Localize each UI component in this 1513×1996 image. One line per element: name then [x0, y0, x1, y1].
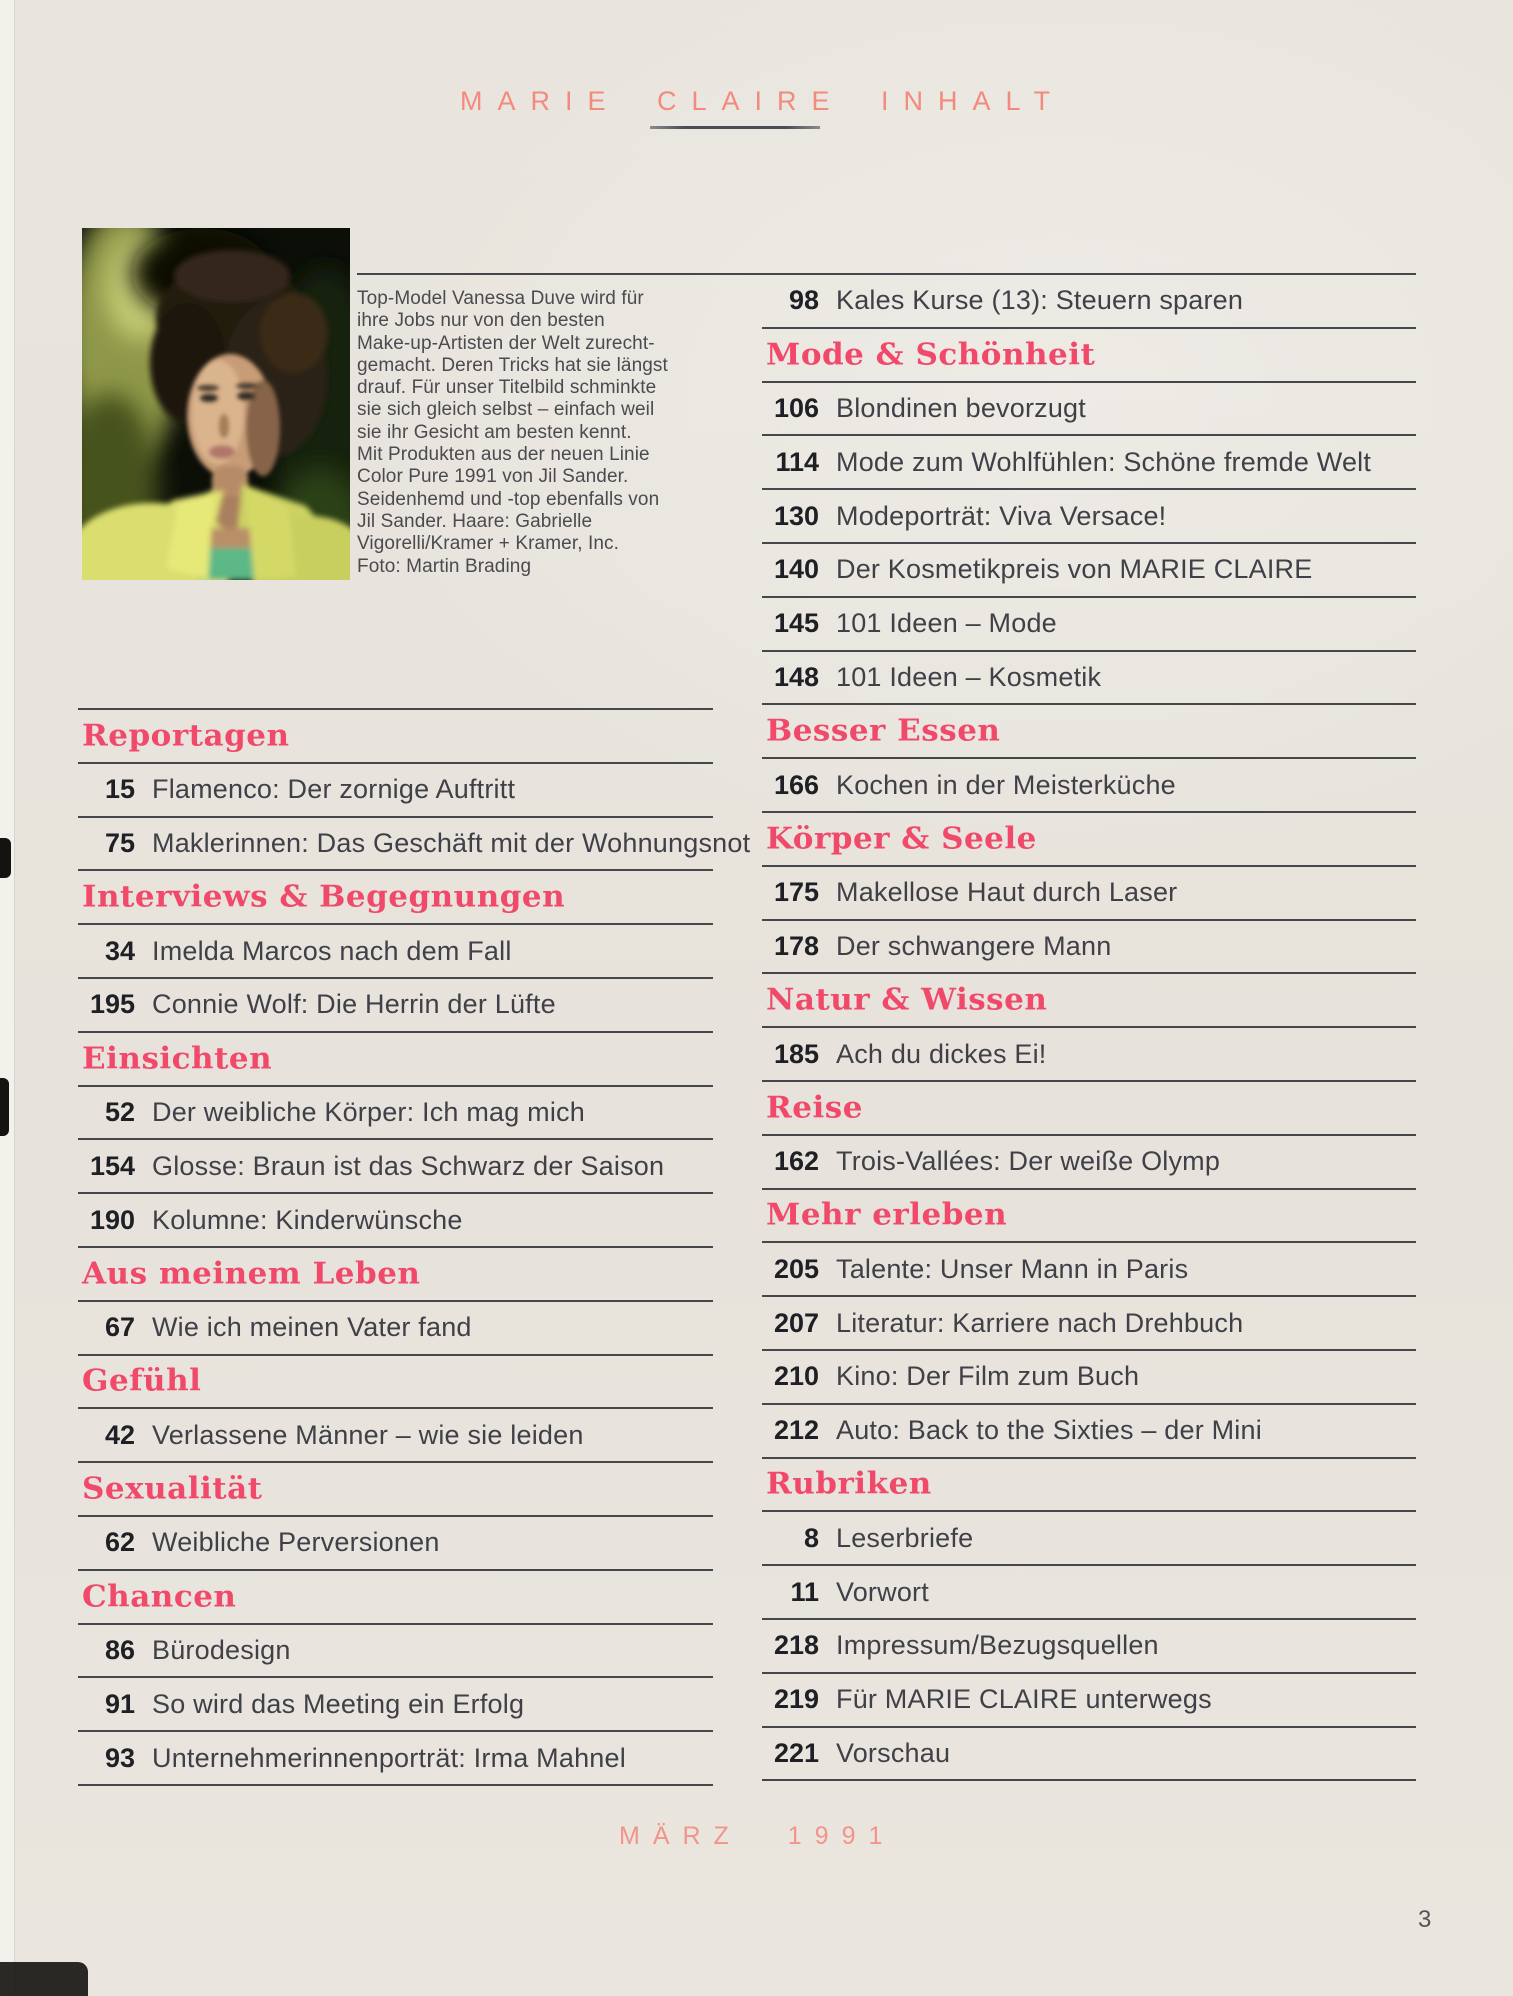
toc-section-header	[762, 1080, 1416, 1134]
toc-page-number: 207	[773, 1307, 819, 1338]
cover-caption-line: sie sich gleich selbst – einfach weil	[357, 399, 655, 421]
toc-section-label: Aus meinem Leben	[82, 1256, 421, 1292]
toc-section-header	[78, 708, 713, 762]
toc-page-number: 175	[773, 877, 819, 908]
toc-entry-label: Imelda Marcos nach dem Fall	[152, 935, 512, 966]
toc-entry-label: Der Kosmetikpreis von MARIE CLAIRE	[836, 554, 1313, 585]
toc-entry	[78, 762, 713, 816]
toc-entry	[78, 1730, 713, 1784]
scan-artifact	[0, 1962, 88, 1996]
toc-entry-label: Vorwort	[836, 1576, 929, 1607]
toc-entry-label: Mode zum Wohlfühlen: Schöne fremde Welt	[836, 446, 1372, 477]
toc-entry	[78, 1407, 713, 1461]
toc-page-number: 114	[775, 446, 819, 477]
toc-entry	[78, 1085, 713, 1139]
cover-caption-line: Vigorelli/Kramer + Kramer, Inc.	[357, 533, 619, 555]
toc-entry-label: 101 Ideen – Mode	[836, 608, 1057, 639]
toc-entry	[78, 816, 751, 870]
toc-page-number: 34	[104, 935, 135, 966]
cover-caption	[357, 288, 697, 578]
toc-entry-label: Literatur: Karriere nach Drehbuch	[836, 1307, 1244, 1338]
toc-page-number: 218	[773, 1630, 819, 1661]
toc-entry-label: Leserbriefe	[836, 1522, 974, 1553]
toc-page-number: 98	[788, 285, 819, 316]
cover-caption-line: Seidenhemd und -top ebenfalls von	[357, 488, 660, 510]
toc-entry	[762, 1726, 1416, 1780]
toc-entry	[762, 650, 1416, 704]
toc-entry-label: Weibliche Perversionen	[152, 1527, 440, 1558]
toc-entry	[762, 919, 1416, 973]
toc-section-label: Körper & Seele	[766, 821, 1037, 857]
toc-entry	[78, 923, 713, 977]
toc-entry	[762, 1403, 1416, 1457]
cover-caption-line: Foto: Martin Brading	[357, 555, 532, 577]
page-number: 3	[1418, 1906, 1432, 1933]
toc-entry	[762, 1295, 1416, 1349]
cover-photo	[82, 228, 350, 580]
scan-artifact	[0, 838, 11, 878]
toc-entry-label: Wie ich meinen Vater fand	[152, 1312, 472, 1343]
toc-page-number: 166	[773, 769, 819, 800]
toc-entry-label: Vorschau	[836, 1737, 951, 1768]
toc-page-number: 219	[773, 1684, 819, 1715]
toc-entry-label: Bürodesign	[152, 1634, 291, 1665]
toc-page-number: 212	[773, 1415, 819, 1446]
toc-section-label: Besser Essen	[766, 713, 1001, 749]
toc-entry	[762, 381, 1416, 435]
toc-section-header	[762, 1188, 1416, 1242]
cover-caption-line: Color Pure 1991 von Jil Sander.	[357, 466, 629, 488]
page-title: MARIE CLAIRE INHALT	[460, 86, 1066, 116]
toc-entry-label: Kino: Der Film zum Buch	[836, 1361, 1140, 1392]
toc-entry	[762, 1241, 1416, 1295]
toc-entry	[78, 1138, 713, 1192]
toc-entry-label: So wird das Meeting ein Erfolg	[152, 1688, 525, 1719]
cover-caption-line: Top-Model Vanessa Duve wird für	[357, 288, 644, 309]
toc-entry	[78, 1192, 713, 1246]
toc-page-number: 62	[104, 1527, 135, 1558]
toc-page-number: 130	[773, 500, 819, 531]
toc-entry-label: Impressum/Bezugsquellen	[836, 1630, 1159, 1661]
cover-caption-line: ihre Jobs nur von den besten	[357, 310, 605, 332]
toc-entry-label: Connie Wolf: Die Herrin der Lüfte	[152, 989, 556, 1020]
toc-entry	[762, 757, 1416, 811]
toc-page-number: 140	[773, 554, 819, 585]
toc-page-number: 67	[104, 1312, 135, 1343]
toc-section-label: Einsichten	[82, 1041, 273, 1076]
toc-entry	[78, 1623, 713, 1677]
issue-date: MÄRZ 1991	[619, 1822, 896, 1850]
toc-page-number: 86	[104, 1634, 135, 1665]
toc-entry-label: Für MARIE CLAIRE unterwegs	[836, 1684, 1212, 1715]
toc-section-header	[78, 869, 713, 923]
toc-entry-label: Blondinen bevorzugt	[836, 392, 1086, 423]
toc-page-number: 185	[773, 1038, 819, 1069]
toc-entry	[762, 865, 1416, 919]
toc-entry-label: Kochen in der Meisterküche	[836, 769, 1176, 800]
toc-entry	[78, 1515, 713, 1569]
toc-entry-label: Talente: Unser Mann in Paris	[836, 1253, 1189, 1284]
toc-entry	[762, 1618, 1416, 1672]
toc-entry	[762, 488, 1416, 542]
toc-page-number: 15	[104, 774, 135, 805]
toc-page-number: 93	[104, 1742, 135, 1773]
toc-page-number: 178	[773, 930, 819, 961]
toc-section-label: Sexualität	[82, 1471, 263, 1507]
toc-page-number: 148	[773, 661, 819, 692]
toc-entry	[762, 273, 1416, 327]
toc-section-header	[78, 1031, 713, 1085]
toc-entry	[762, 1672, 1416, 1726]
toc-section-header	[762, 811, 1416, 865]
toc-section-label: Mode & Schönheit	[766, 337, 1096, 372]
toc-section-label: Interviews & Begegnungen	[82, 880, 566, 915]
toc-entry	[762, 1026, 1416, 1080]
toc-page-number: 8	[803, 1522, 819, 1553]
cover-caption-line: Make-up-Artisten der Welt zurecht-	[357, 332, 655, 354]
cover-caption-line: drauf. Für unser Titelbild schminkte	[357, 377, 657, 399]
toc-section-header	[762, 1457, 1416, 1511]
toc-entry	[762, 542, 1416, 596]
toc-page-number: 52	[104, 1096, 135, 1127]
cover-caption-line: Mit Produkten aus der neuen Linie	[357, 444, 650, 466]
toc-page-number: 11	[790, 1576, 819, 1607]
cover-caption-line: gemacht. Deren Tricks hat sie längst	[357, 354, 668, 376]
cover-caption-line: Jil Sander. Haare: Gabrielle	[357, 510, 593, 532]
toc-page-number: 75	[104, 827, 135, 858]
toc-page-number: 190	[89, 1204, 135, 1235]
toc-page-number: 145	[773, 608, 819, 639]
toc-entry-label: Makellose Haut durch Laser	[836, 877, 1178, 908]
toc-entry	[762, 1349, 1416, 1403]
toc-entry-label: Ach du dickes Ei!	[836, 1038, 1047, 1069]
toc-page-number: 210	[773, 1361, 819, 1392]
toc-entry	[78, 977, 713, 1031]
toc-entry-label: Der schwangere Mann	[836, 930, 1112, 961]
toc-section-header	[762, 972, 1416, 1026]
toc-entry-label: Glosse: Braun ist das Schwarz der Saison	[152, 1150, 665, 1181]
cover-caption-line: sie ihr Gesicht am besten kennt.	[357, 421, 632, 443]
toc-column-left	[78, 708, 751, 1786]
toc-section-label: Reportagen	[82, 718, 290, 754]
toc-entry	[78, 1300, 713, 1354]
toc-section-header	[762, 703, 1416, 757]
toc-section-label: Reise	[766, 1090, 863, 1126]
toc-entry	[762, 596, 1416, 650]
toc-entry-label: Unternehmerinnenporträt: Irma Mahnel	[152, 1742, 626, 1773]
toc-page-number: 106	[773, 392, 819, 423]
toc-entry-label: Trois-Vallées: Der weiße Olymp	[836, 1146, 1221, 1177]
toc-entry-label: Verlassene Männer – wie sie leiden	[152, 1419, 584, 1450]
toc-section-label: Mehr erleben	[766, 1198, 1008, 1233]
toc-entry	[762, 1134, 1416, 1188]
toc-page-number: 195	[89, 989, 135, 1020]
toc-section-header	[78, 1354, 713, 1408]
toc-column-right	[762, 273, 1416, 1781]
toc-section-header	[78, 1569, 713, 1623]
toc-entry-label: Der weibliche Körper: Ich mag mich	[152, 1096, 585, 1127]
scan-edge-strip	[0, 0, 15, 1996]
toc-entry	[762, 1510, 1416, 1564]
toc-section-header	[78, 1461, 713, 1515]
toc-page-number: 154	[89, 1150, 135, 1181]
title-underline	[650, 126, 820, 129]
toc-entry	[762, 434, 1416, 488]
toc-page-number: 91	[104, 1688, 135, 1719]
toc-section-label: Rubriken	[766, 1467, 932, 1502]
toc-entry-label: Flamenco: Der zornige Auftritt	[152, 774, 516, 805]
toc-page-number: 205	[773, 1253, 819, 1284]
toc-section-label: Natur & Wissen	[766, 982, 1048, 1018]
toc-section-header	[78, 1246, 713, 1300]
toc-page-number: 42	[104, 1419, 135, 1450]
scan-artifact	[0, 1078, 9, 1136]
toc-entry-label: Kales Kurse (13): Steuern sparen	[836, 285, 1244, 316]
toc-entry-label: 101 Ideen – Kosmetik	[836, 661, 1102, 692]
toc-page-number: 221	[773, 1737, 819, 1768]
toc-entry-label: Maklerinnen: Das Geschäft mit der Wohnungsnot	[152, 827, 751, 858]
toc-entry	[762, 1564, 1416, 1618]
toc-page-number: 162	[773, 1146, 819, 1177]
toc-entry-label: Modeporträt: Viva Versace!	[836, 500, 1167, 531]
toc-entry-label: Kolumne: Kinderwünsche	[152, 1204, 463, 1235]
toc-section-header	[762, 327, 1416, 381]
toc-section-label: Chancen	[82, 1579, 237, 1614]
toc-section-label: Gefühl	[82, 1364, 202, 1399]
toc-entry	[78, 1676, 713, 1730]
toc-entry-label: Auto: Back to the Sixties – der Mini	[836, 1415, 1262, 1446]
